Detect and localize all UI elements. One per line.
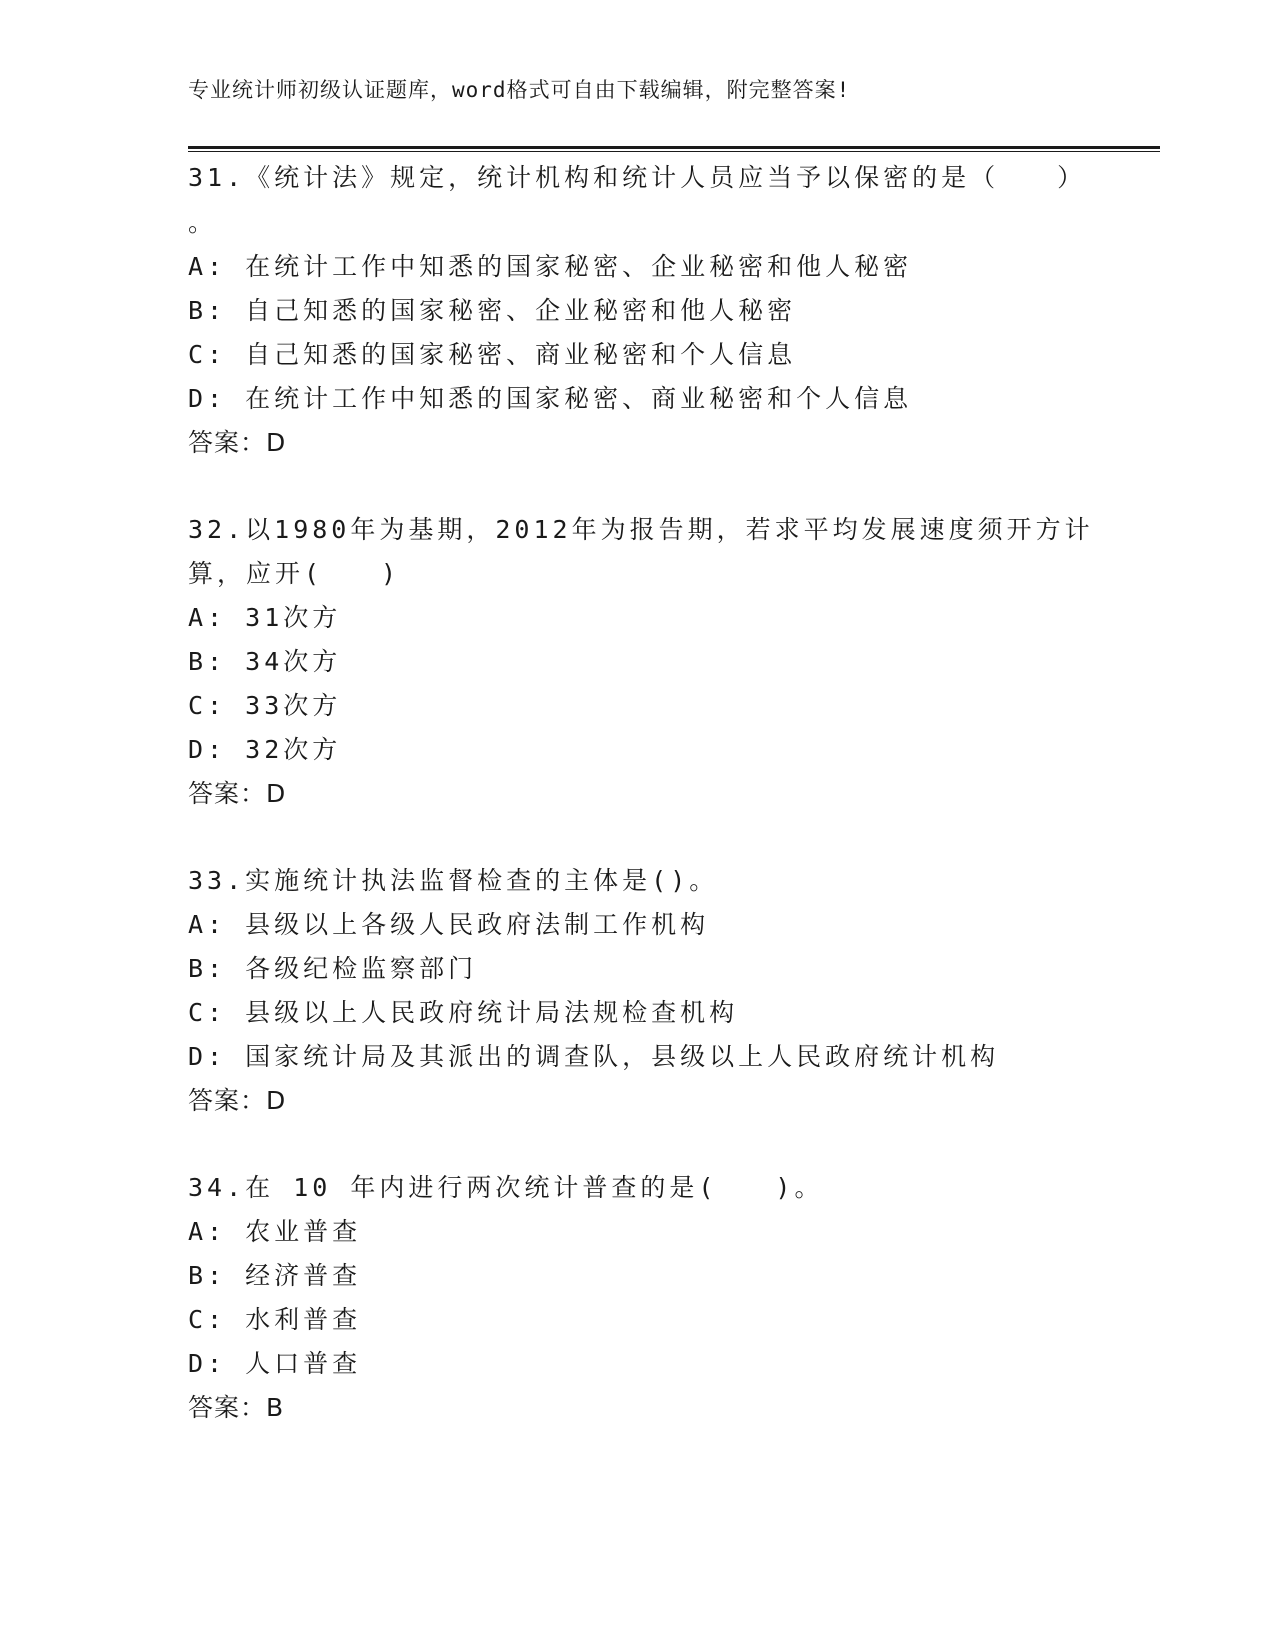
- question-31-option-d: D: 在统计工作中知悉的国家秘密、商业秘密和个人信息: [188, 384, 913, 413]
- question-31-stem-line-1: 31.《统计法》规定，统计机构和统计人员应当予以保密的是（ ）: [188, 163, 1087, 192]
- question-33-option-a: A: 县级以上各级人民政府法制工作机构: [188, 910, 710, 939]
- question-32-option-c: C: 33次方: [188, 691, 342, 720]
- question-34-option-a: A: 农业普查: [188, 1217, 362, 1246]
- header-rule-thin: [188, 151, 1160, 152]
- question-31-option-c: C: 自己知悉的国家秘密、商业秘密和个人信息: [188, 340, 797, 369]
- question-34-stem-line-1: 34.在 10 年内进行两次统计普查的是( )。: [188, 1173, 824, 1202]
- question-34-option-b: B: 经济普查: [188, 1261, 362, 1290]
- page-header: 专业统计师初级认证题库，word格式可自由下载编辑，附完整答案!: [188, 78, 851, 102]
- question-33-option-c: C: 县级以上人民政府统计局法规检查机构: [188, 998, 739, 1027]
- question-31-answer: 答案：D: [188, 428, 287, 457]
- question-32-answer: 答案：D: [188, 779, 287, 808]
- question-34-option-c: C: 水利普查: [188, 1305, 362, 1334]
- question-32-stem-line-1: 32.以1980年为基期，2012年为报告期，若求平均发展速度须开方计: [188, 515, 1094, 544]
- question-32-stem-line-2: 算，应开( ): [188, 559, 401, 588]
- question-31-option-a: A: 在统计工作中知悉的国家秘密、企业秘密和他人秘密: [188, 252, 913, 281]
- question-32-option-d: D: 32次方: [188, 735, 342, 764]
- question-31-option-b: B: 自己知悉的国家秘密、企业秘密和他人秘密: [188, 296, 797, 325]
- question-34-option-d: D: 人口普查: [188, 1349, 362, 1378]
- question-33-stem-line-1: 33.实施统计执法监督检查的主体是()。: [188, 866, 719, 895]
- question-33-option-b: B: 各级纪检监察部门: [188, 954, 478, 983]
- question-33-answer: 答案：D: [188, 1086, 287, 1115]
- header-rule-thick: [188, 146, 1160, 149]
- question-33-option-d: D: 国家统计局及其派出的调查队，县级以上人民政府统计机构: [188, 1042, 1000, 1071]
- question-32-option-a: A: 31次方: [188, 603, 342, 632]
- question-32-option-b: B: 34次方: [188, 647, 342, 676]
- question-34-answer: 答案：B: [188, 1393, 285, 1422]
- question-31-stem-line-2: 。: [188, 208, 218, 237]
